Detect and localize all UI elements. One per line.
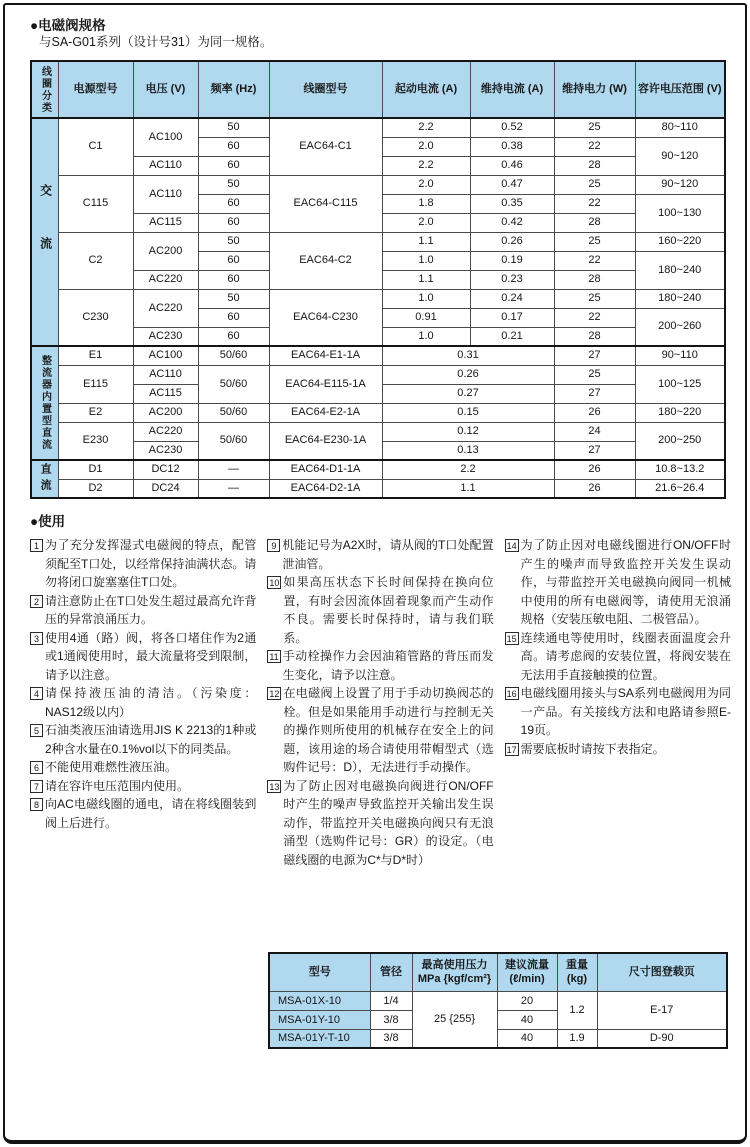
usage-note bbox=[267, 777, 493, 870]
col-header-coil-class: 线圈分类 bbox=[31, 61, 58, 118]
note-text: 在电磁阀上设置了用于手动切换阀芯的栓。但是如果能用手动进行与控制无关的操作则所使用的机械存在安全上的问题，该用途的场合请使用带帽型式（选购件记号：D），无法进行手动操作。 bbox=[283, 686, 494, 774]
voltage-cell: AC200 bbox=[133, 403, 198, 422]
voltage-cell: AC220 bbox=[133, 270, 198, 289]
holding-current-cell: 0.38 bbox=[470, 137, 554, 156]
note-number: 1 bbox=[30, 539, 43, 552]
frequency-cell: 50/60 bbox=[198, 422, 269, 460]
table-row bbox=[31, 118, 725, 137]
frequency-cell: 60 bbox=[198, 270, 269, 289]
weight-cell: 1.2 bbox=[557, 991, 597, 1029]
table-row bbox=[31, 403, 725, 422]
inrush-current-cell: 2.0 bbox=[382, 213, 470, 232]
holding-power-cell: 24 bbox=[554, 422, 635, 441]
holding-current-cell: 0.26 bbox=[470, 232, 554, 251]
coil-model-cell: EAC64-C230 bbox=[269, 289, 382, 346]
note-text: 石油类液压油请选用JIS K 2213的1种或2种含水量在0.1%vol以下的同类品。 bbox=[45, 723, 257, 756]
voltage-cell: AC110 bbox=[133, 156, 198, 175]
col-header-recommended-flow bbox=[497, 953, 557, 991]
holding-power-cell: 22 bbox=[554, 251, 635, 270]
usage-note bbox=[30, 592, 256, 629]
voltage-range-cell: 21.6~26.4 bbox=[635, 479, 725, 498]
voltage-cell: AC115 bbox=[133, 384, 198, 403]
table-row bbox=[31, 346, 725, 365]
col-header-coil-model: 线圈型号 bbox=[269, 61, 382, 118]
holding-power-cell: 26 bbox=[554, 479, 635, 498]
voltage-cell: AC220 bbox=[133, 289, 198, 327]
col-header-max-pressure bbox=[412, 953, 497, 991]
usage-section bbox=[30, 513, 731, 938]
table-row bbox=[31, 175, 725, 194]
frequency-cell: 60 bbox=[198, 137, 269, 156]
note-number: 2 bbox=[30, 595, 43, 608]
frequency-cell: 60 bbox=[198, 156, 269, 175]
usage-note bbox=[30, 629, 256, 685]
current-cell: 0.13 bbox=[382, 441, 554, 460]
header-line: MPa {kgf/cm²} bbox=[417, 973, 492, 986]
voltage-cell: AC100 bbox=[133, 118, 198, 156]
table-row bbox=[31, 289, 725, 308]
voltage-range-cell: 80~110 bbox=[635, 118, 725, 137]
usage-note bbox=[505, 536, 731, 629]
table-row bbox=[31, 232, 725, 251]
inrush-current-cell: 1.0 bbox=[382, 327, 470, 346]
holding-power-cell: 28 bbox=[554, 156, 635, 175]
current-cell: 2.2 bbox=[382, 460, 554, 479]
pipe-size-cell: 1/4 bbox=[370, 991, 412, 1010]
note-text: 使用4通（路）阀，将各口堵住作为2通或1通阀使用时，最大流量将受到限制，请予以注意。 bbox=[45, 630, 257, 682]
header-line: (kg) bbox=[566, 973, 588, 986]
voltage-range-cell: 200~250 bbox=[635, 422, 725, 460]
power-model-cell: E115 bbox=[58, 365, 133, 403]
power-model-cell: C230 bbox=[58, 289, 133, 346]
note-text: 请在容许电压范围内使用。 bbox=[45, 778, 190, 793]
flow-cell: 40 bbox=[497, 1029, 557, 1048]
power-model-cell: E1 bbox=[58, 346, 133, 365]
section-label-ac: 交流 bbox=[31, 118, 58, 346]
inrush-current-cell: 1.0 bbox=[382, 289, 470, 308]
inrush-current-cell: 2.0 bbox=[382, 137, 470, 156]
coil-model-cell: EAC64-D2-1A bbox=[269, 479, 382, 498]
frequency-cell: 50 bbox=[198, 232, 269, 251]
holding-power-cell: 25 bbox=[554, 232, 635, 251]
voltage-range-cell: 180~240 bbox=[635, 251, 725, 289]
note-text: 为了防止因对电磁线圈进行ON/OFF时产生的噪声而导致监控开关发生误动作，与带监控开关电磁换向阀同一机械中使用的所有电磁阀等，请使用无浪涌规格（安装压敏电阻、二极管品）。 bbox=[520, 538, 731, 626]
col-header-voltage: 电压 (V) bbox=[133, 61, 198, 118]
note-number: 11 bbox=[269, 652, 279, 662]
note-number: 12 bbox=[269, 689, 280, 699]
col-header-pipe-size: 管径 bbox=[370, 953, 412, 991]
voltage-range-cell: 160~220 bbox=[635, 232, 725, 251]
coil-model-cell: EAC64-E1-1A bbox=[269, 346, 382, 365]
note-number: 15 bbox=[506, 633, 517, 644]
note-text: 不能使用难燃性液压油。 bbox=[45, 760, 178, 774]
col-header-model: 型号 bbox=[269, 953, 370, 991]
dimension-page-cell: D-90 bbox=[597, 1029, 727, 1048]
current-cell: 1.1 bbox=[382, 479, 554, 498]
holding-power-cell: 28 bbox=[554, 327, 635, 346]
inrush-current-cell: 1.0 bbox=[382, 251, 470, 270]
inrush-current-cell: 2.0 bbox=[382, 175, 470, 194]
table-row bbox=[31, 365, 725, 384]
header-line: 建议流量 bbox=[505, 958, 549, 971]
header-line: 重量 bbox=[566, 958, 588, 971]
coil-model-cell: EAC64-C2 bbox=[269, 232, 382, 289]
base-plate-table bbox=[268, 952, 728, 1049]
voltage-cell: AC100 bbox=[133, 346, 198, 365]
voltage-range-cell: 100~130 bbox=[635, 194, 725, 232]
note-text: 为了防止因对电磁换向阀进行ON/OFF时产生的噪声导致监控开关输出发生误动作，带监控开关电磁换向阀只有无浪涌型（选购件记号：GR）的设定。（电磁线圈的电源为C*与D*时） bbox=[283, 778, 494, 867]
note-number: 6 bbox=[30, 761, 43, 774]
power-model-cell: C1 bbox=[58, 118, 133, 175]
holding-power-cell: 26 bbox=[554, 403, 635, 422]
holding-power-cell: 28 bbox=[554, 213, 635, 232]
title-block bbox=[30, 17, 725, 51]
current-cell: 0.31 bbox=[382, 346, 554, 365]
frequency-cell: 60 bbox=[198, 327, 269, 346]
usage-note bbox=[267, 536, 493, 573]
model-cell: MSA-01Y-10 bbox=[269, 1010, 370, 1029]
holding-current-cell: 0.52 bbox=[470, 118, 554, 137]
usage-note bbox=[267, 573, 493, 647]
voltage-range-cell: 180~240 bbox=[635, 289, 725, 308]
current-cell: 0.12 bbox=[382, 422, 554, 441]
col-header-weight bbox=[557, 953, 597, 991]
frequency-cell: 60 bbox=[198, 194, 269, 213]
holding-current-cell: 0.17 bbox=[470, 308, 554, 327]
frequency-cell: — bbox=[198, 460, 269, 479]
holding-power-cell: 28 bbox=[554, 270, 635, 289]
inrush-current-cell: 2.2 bbox=[382, 156, 470, 175]
frequency-cell: 50/60 bbox=[198, 403, 269, 422]
note-number: 13 bbox=[269, 781, 280, 792]
usage-note bbox=[267, 684, 493, 777]
holding-power-cell: 25 bbox=[554, 118, 635, 137]
coil-model-cell: EAC64-D1-1A bbox=[269, 460, 382, 479]
frequency-cell: 60 bbox=[198, 213, 269, 232]
power-model-cell: C115 bbox=[58, 175, 133, 232]
note-text: 请保持液压油的清洁。（污染度：NAS12级以内） bbox=[45, 686, 257, 719]
note-text: 向AC电磁线圈的通电，请在将线圈装到阀上后进行。 bbox=[45, 797, 257, 830]
current-cell: 0.15 bbox=[382, 403, 554, 422]
inrush-current-cell: 0.91 bbox=[382, 308, 470, 327]
voltage-cell: AC110 bbox=[133, 175, 198, 213]
note-number: 9 bbox=[267, 539, 280, 552]
col-header-frequency: 频率 (Hz) bbox=[198, 61, 269, 118]
voltage-range-cell: 100~125 bbox=[635, 365, 725, 403]
col-header-dimension-page: 尺寸图登载页 bbox=[597, 953, 727, 991]
frequency-cell: — bbox=[198, 479, 269, 498]
usage-note bbox=[30, 758, 256, 777]
inrush-current-cell: 1.1 bbox=[382, 270, 470, 289]
frequency-cell: 60 bbox=[198, 251, 269, 270]
holding-current-cell: 0.35 bbox=[470, 194, 554, 213]
usage-column-1 bbox=[30, 536, 256, 938]
col-header-power-model: 电源型号 bbox=[58, 61, 133, 118]
page-subtitle: 与SA-G01系列（设计号31）为同一规格。 bbox=[39, 35, 273, 49]
frequency-cell: 50 bbox=[198, 118, 269, 137]
usage-column-3 bbox=[505, 536, 731, 938]
usage-note bbox=[505, 740, 731, 759]
usage-note bbox=[30, 795, 256, 832]
holding-current-cell: 0.47 bbox=[470, 175, 554, 194]
note-text: 手动栓操作力会因油箱管路的背压而发生变化，请予以注意。 bbox=[282, 649, 494, 682]
usage-note bbox=[30, 721, 256, 758]
holding-power-cell: 25 bbox=[554, 365, 635, 384]
note-number: 8 bbox=[30, 798, 43, 811]
holding-power-cell: 27 bbox=[554, 384, 635, 403]
power-model-cell: C2 bbox=[58, 232, 133, 289]
header-line: 最高使用压力 bbox=[421, 958, 488, 971]
dimension-page-cell: E-17 bbox=[597, 991, 727, 1029]
note-number: 4 bbox=[30, 687, 43, 700]
header-row bbox=[269, 953, 727, 991]
holding-power-cell: 27 bbox=[554, 441, 635, 460]
holding-current-cell: 0.42 bbox=[470, 213, 554, 232]
page-frame bbox=[3, 3, 747, 1144]
note-text: 连续通电等使用时，线圈表面温度会升高。请考虑阀的安装位置，将阀安装在无法用手直接触摸的位置。 bbox=[520, 630, 731, 682]
coil-model-cell: EAC64-C115 bbox=[269, 175, 382, 232]
note-number: 3 bbox=[30, 632, 43, 645]
inrush-current-cell: 1.1 bbox=[382, 232, 470, 251]
note-text: 机能记号为A2X时，请从阀的T口处配置泄油管。 bbox=[282, 538, 494, 571]
note-number: 17 bbox=[506, 744, 517, 755]
current-cell: 0.27 bbox=[382, 384, 554, 403]
usage-note bbox=[30, 777, 256, 796]
voltage-cell: AC200 bbox=[133, 232, 198, 270]
holding-power-cell: 22 bbox=[554, 137, 635, 156]
max-pressure-cell: 25 {255} bbox=[412, 991, 497, 1048]
weight-cell: 1.9 bbox=[557, 1029, 597, 1048]
voltage-cell: AC115 bbox=[133, 213, 198, 232]
frequency-cell: 60 bbox=[198, 308, 269, 327]
note-text: 需要底板时请按下表指定。 bbox=[520, 741, 665, 756]
voltage-range-cell: 200~260 bbox=[635, 308, 725, 346]
table-row bbox=[31, 422, 725, 441]
table-row bbox=[269, 991, 727, 1010]
note-text: 如果高压状态下长时间保持在换向位置，有时会因流体固着现象而产生动作不良。需要长时保持时，请与我们联系。 bbox=[283, 575, 494, 645]
holding-power-cell: 26 bbox=[554, 460, 635, 479]
pipe-size-cell: 3/8 bbox=[370, 1010, 412, 1029]
holding-power-cell: 25 bbox=[554, 289, 635, 308]
voltage-range-cell: 90~120 bbox=[635, 175, 725, 194]
col-header-holding-power: 维持电力 (W) bbox=[554, 61, 635, 118]
section-label-dc: 直流 bbox=[31, 460, 58, 498]
holding-current-cell: 0.19 bbox=[470, 251, 554, 270]
header-row bbox=[31, 61, 725, 118]
frequency-cell: 50 bbox=[198, 289, 269, 308]
note-text: 为了充分发挥湿式电磁阀的特点，配管须配至T口处，以经常保持油满状态。请勿将闭口旋塞塞住T口处。 bbox=[45, 538, 257, 589]
usage-note bbox=[505, 684, 731, 740]
voltage-range-cell: 10.8~13.2 bbox=[635, 460, 725, 479]
holding-power-cell: 25 bbox=[554, 175, 635, 194]
section-label-rectifier-dc: 整流器内置型直流 bbox=[31, 346, 58, 460]
coil-model-cell: EAC64-E230-1A bbox=[269, 422, 382, 460]
col-header-voltage-range: 容许电压范围 (V) bbox=[635, 61, 725, 118]
usage-note bbox=[505, 629, 731, 685]
holding-current-cell: 0.23 bbox=[470, 270, 554, 289]
frequency-cell: 50 bbox=[198, 175, 269, 194]
solenoid-spec-table bbox=[30, 60, 726, 499]
voltage-cell: AC230 bbox=[133, 441, 198, 460]
note-number: 5 bbox=[30, 724, 43, 737]
holding-current-cell: 0.24 bbox=[470, 289, 554, 308]
frequency-cell: 50/60 bbox=[198, 365, 269, 403]
note-number: 16 bbox=[506, 689, 517, 699]
holding-current-cell: 0.21 bbox=[470, 327, 554, 346]
inrush-current-cell: 2.2 bbox=[382, 118, 470, 137]
flow-cell: 40 bbox=[497, 1010, 557, 1029]
voltage-range-cell: 180~220 bbox=[635, 403, 725, 422]
usage-note bbox=[30, 684, 256, 721]
voltage-cell: AC110 bbox=[133, 365, 198, 384]
coil-model-cell: EAC64-E115-1A bbox=[269, 365, 382, 403]
current-cell: 0.26 bbox=[382, 365, 554, 384]
note-number: 7 bbox=[30, 780, 43, 793]
note-number: 14 bbox=[506, 541, 517, 551]
voltage-range-cell: 90~120 bbox=[635, 137, 725, 175]
note-text: 电磁线圈用接头与SA系列电磁阀用为同一产品。有关接线方法和电路请参照E-19页。 bbox=[520, 686, 731, 737]
coil-model-cell: EAC64-E2-1A bbox=[269, 403, 382, 422]
holding-current-cell: 0.46 bbox=[470, 156, 554, 175]
holding-power-cell: 27 bbox=[554, 346, 635, 365]
usage-note bbox=[30, 536, 256, 592]
usage-columns bbox=[30, 536, 731, 938]
model-cell: MSA-01X-10 bbox=[269, 991, 370, 1010]
power-model-cell: E230 bbox=[58, 422, 133, 460]
note-text: 请注意防止在T口处发生超过最高允许背压的异常浪涌压力。 bbox=[45, 593, 257, 626]
usage-title: ●使用 bbox=[30, 514, 66, 529]
power-model-cell: E2 bbox=[58, 403, 133, 422]
voltage-cell: DC24 bbox=[133, 479, 198, 498]
voltage-cell: AC220 bbox=[133, 422, 198, 441]
voltage-cell: AC230 bbox=[133, 327, 198, 346]
pipe-size-cell: 3/8 bbox=[370, 1029, 412, 1048]
power-model-cell: D2 bbox=[58, 479, 133, 498]
header-line: (ℓ/min) bbox=[509, 973, 545, 986]
flow-cell: 20 bbox=[497, 991, 557, 1010]
voltage-range-cell: 90~110 bbox=[635, 346, 725, 365]
col-header-holding-current: 维持电流 (A) bbox=[470, 61, 554, 118]
holding-power-cell: 22 bbox=[554, 308, 635, 327]
usage-column-2 bbox=[267, 536, 493, 938]
table-row bbox=[269, 1029, 727, 1048]
page-title: ●电磁阀规格 bbox=[30, 18, 106, 33]
model-cell: MSA-01Y-T-10 bbox=[269, 1029, 370, 1048]
table-row bbox=[31, 479, 725, 498]
inrush-current-cell: 1.8 bbox=[382, 194, 470, 213]
coil-model-cell: EAC64-C1 bbox=[269, 118, 382, 175]
col-header-inrush-current: 起动电流 (A) bbox=[382, 61, 470, 118]
note-number: 10 bbox=[269, 578, 280, 588]
frequency-cell: 50/60 bbox=[198, 346, 269, 365]
table-row bbox=[31, 460, 725, 479]
holding-power-cell: 22 bbox=[554, 194, 635, 213]
power-model-cell: D1 bbox=[58, 460, 133, 479]
voltage-cell: DC12 bbox=[133, 460, 198, 479]
usage-note bbox=[267, 647, 493, 684]
